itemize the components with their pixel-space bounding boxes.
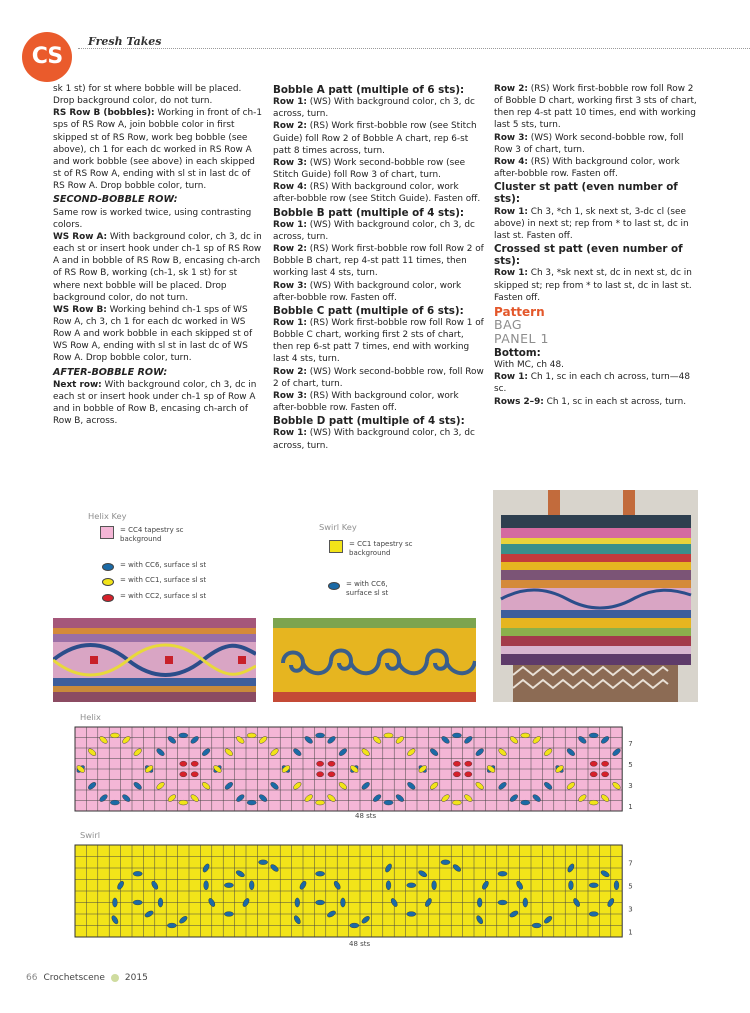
row-label: Row 1: xyxy=(273,219,307,230)
helix-red-stitch xyxy=(453,772,460,777)
instruction-paragraph xyxy=(53,231,263,304)
helix-red-stitch xyxy=(453,761,460,766)
swirl-blue-stitch xyxy=(441,860,450,865)
bag-photo xyxy=(493,490,698,702)
instruction-paragraph xyxy=(494,206,704,242)
instruction-heading: AFTER-BOBBLE ROW: xyxy=(53,366,168,378)
swirl-key-item xyxy=(329,540,439,557)
swirl-blue-stitch xyxy=(204,881,209,890)
helix-yellow-stitch xyxy=(452,800,461,805)
key-label: = with CC1, surface sl st xyxy=(120,576,207,584)
instruction-paragraph xyxy=(273,157,484,181)
swirl-chart-title: Swirl xyxy=(80,830,101,840)
instruction-heading: Bobble B patt (multiple of 4 sts): xyxy=(273,206,465,219)
page-number: 66 xyxy=(26,973,38,983)
instruction-paragraph xyxy=(273,96,484,120)
row-label: Row 1: xyxy=(273,317,307,328)
row-text: (WS) With background color, ch 3, dc across, turn. xyxy=(273,97,475,120)
helix-red-stitch xyxy=(328,772,335,777)
helix-red-stitch xyxy=(191,772,198,777)
swirl-blue-stitch xyxy=(407,883,416,888)
instruction-paragraph xyxy=(273,280,484,304)
row-label: Rows 2–9: xyxy=(494,396,544,407)
helix-key-title: Helix Key xyxy=(88,511,127,521)
instruction-heading: Bottom: xyxy=(494,346,541,359)
instruction-paragraph xyxy=(53,304,263,365)
helix-red-stitch xyxy=(191,761,198,766)
row-number-label: 5 xyxy=(628,882,633,891)
row-label: WS Row B: xyxy=(53,304,107,315)
swatch-oval-icon xyxy=(102,563,114,571)
row-text: (WS) Work second-bobble row, foll Row 3 of chart, turn. xyxy=(494,132,684,155)
swirl-blue-stitch xyxy=(259,860,268,865)
swirl-blue-stitch xyxy=(569,881,574,890)
instruction-paragraph xyxy=(494,83,704,132)
row-number-label: 3 xyxy=(628,781,633,790)
row-label: Row 2: xyxy=(494,84,528,94)
instruction-heading: Pattern xyxy=(494,304,545,319)
cs-logo-badge: CS xyxy=(22,32,72,82)
helix-red-stitch xyxy=(317,772,324,777)
helix-swatch-photo xyxy=(53,618,256,702)
row-text: sk 1 st) for st where bobble will be placed. Drop background color, do not turn. xyxy=(53,84,242,107)
section-title: Fresh Takes xyxy=(88,35,162,48)
row-number-label: 3 xyxy=(628,905,633,914)
text-column-1 xyxy=(53,83,263,427)
instruction-paragraph xyxy=(273,317,484,366)
instruction-paragraph xyxy=(494,396,704,408)
helix-red-stitch xyxy=(328,761,335,766)
instruction-paragraph xyxy=(273,366,484,390)
row-text: (RS) Work first-bobble row foll Row 1 of Bobble C chart, working first 2 sts of chart, then rep 6-st patt 7 times, end with working last 4 sts, turn. xyxy=(273,317,484,365)
instruction-paragraph xyxy=(53,379,263,428)
swatch-square-icon xyxy=(100,526,114,539)
helix-blue-stitch xyxy=(589,733,598,738)
magazine-year: 2015 xyxy=(124,973,148,983)
helix-chart-title: Helix xyxy=(80,712,101,722)
row-text: (RS) Work first-bobble row (see Stitch Guide) foll Row 2 of Bobble A chart, rep 6-st patt 8 times across, turn. xyxy=(273,121,477,156)
row-text: Ch 1, sc in each ch across, turn—48 sc. xyxy=(494,372,690,395)
instruction-paragraph xyxy=(494,359,704,371)
row-text: (WS) With background color, work after-bobble row. Fasten off. xyxy=(273,280,462,303)
key-label: = CC4 tapestry sc background xyxy=(120,526,184,543)
helix-yellow-stitch xyxy=(110,733,119,738)
row-text: Ch 1, sc in each st across, turn. xyxy=(543,396,687,407)
row-text: With background color, ch 3, dc in each st or insert hook under ch-1 sp of RS Row A and in bobble of RS Row B, encasing ch-arch of RS Row B, working (ch-1, sk 1 st) for st where next bobble will be placed. Drop background color, do not turn. xyxy=(53,231,262,303)
row-text: (RS) Work first-bobble row foll Row 2 of Bobble D chart, working first 3 sts of chart, then rep 4-st patt 10 times, end with working last 5 sts, turn. xyxy=(494,84,697,131)
swirl-blue-stitch xyxy=(316,900,325,905)
instruction-paragraph xyxy=(494,156,704,180)
swirl-key-item xyxy=(328,580,406,597)
row-text: Working behind ch-1 sps of WS Row A, ch 3, ch 1 for each dc worked in WS Row A and work bobble in each skipped st of WS Row A, ending with sl st in last dc of WS Row A. Drop bobble color, turn. xyxy=(53,304,253,364)
instruction-heading: Cluster st patt (even number of sts): xyxy=(494,181,678,206)
swirl-blue-stitch xyxy=(341,898,346,907)
row-label: Row 2: xyxy=(273,366,307,377)
magazine-name: Crochetscene xyxy=(43,973,105,983)
page-footer xyxy=(26,973,148,983)
swirl-blue-stitch xyxy=(249,881,254,890)
row-text: (RS) With background color, work after-bobble row (see Stitch Guide). Fasten off. xyxy=(273,182,481,205)
row-label: WS Row A: xyxy=(53,231,108,242)
swirl-blue-stitch xyxy=(407,912,416,917)
swirl-sts-label: 48 sts xyxy=(349,940,371,948)
swirl-swatch-photo xyxy=(273,618,476,702)
helix-red-stitch xyxy=(465,772,472,777)
swirl-blue-stitch xyxy=(295,898,300,907)
helix-red-stitch xyxy=(180,772,187,777)
instruction-paragraph xyxy=(53,107,263,192)
instruction-paragraph xyxy=(273,181,484,205)
key-label: = with CC6, surface sl st xyxy=(120,561,207,569)
row-label: Row 3: xyxy=(273,390,307,401)
row-label: Row 2: xyxy=(273,244,307,255)
swirl-blue-stitch xyxy=(158,898,163,907)
row-text: Ch 3, *ch 1, sk next st, 3-dc cl (see above) in next st; rep from * to last st, dc in last st. Fasten off. xyxy=(494,206,689,241)
swirl-chart xyxy=(70,842,670,940)
swirl-blue-stitch xyxy=(386,881,391,890)
row-number-label: 1 xyxy=(628,928,633,937)
row-label: Row 2: xyxy=(273,121,307,132)
swatch-oval-icon xyxy=(102,578,114,586)
swirl-blue-stitch xyxy=(133,900,142,905)
helix-blue-stitch xyxy=(110,800,119,805)
instruction-paragraph xyxy=(273,390,484,414)
row-number-label: 5 xyxy=(628,760,633,769)
swatch-oval-icon xyxy=(102,594,114,602)
swirl-blue-stitch xyxy=(498,900,507,905)
helix-red-stitch xyxy=(590,772,597,777)
row-text: (WS) Work second-bobble row, foll Row 2 of chart, turn. xyxy=(273,366,484,389)
row-label: Row 1: xyxy=(273,428,307,439)
instruction-paragraph xyxy=(273,120,484,156)
helix-key-item xyxy=(102,561,260,571)
instruction-heading: PANEL 1 xyxy=(494,330,549,346)
swirl-blue-stitch xyxy=(614,881,619,890)
row-label: Row 1: xyxy=(494,372,528,383)
text-column-3 xyxy=(494,83,704,408)
instruction-heading: SECOND-BOBBLE ROW: xyxy=(53,194,178,206)
swirl-blue-stitch xyxy=(350,923,359,928)
row-label: Row 3: xyxy=(273,157,307,168)
row-text: (WS) Work second-bobble row (see Stitch Guide) foll Row 3 of chart, turn. xyxy=(273,157,466,181)
swirl-blue-stitch xyxy=(167,923,176,928)
row-text: Working in front of ch-1 sps of RS Row A, join bobble color in first skipped st of RS Row, work beg bobble (see above), ch 1 for each dc worked in RS Row A and work bobble (see above) in each skipped st of RS Row A, ending with sl st in last dc of RS Row A. Drop bobble color, turn. xyxy=(53,108,262,192)
row-label: Row 1: xyxy=(494,206,528,217)
row-label: Row 1: xyxy=(273,97,307,108)
row-label: Row 3: xyxy=(494,132,528,143)
instruction-paragraph xyxy=(53,83,263,107)
instruction-heading: BAG xyxy=(494,316,523,332)
key-label: = with CC6, surface sl st xyxy=(346,580,389,597)
helix-blue-stitch xyxy=(384,800,393,805)
helix-red-stitch xyxy=(602,761,609,766)
row-text: (RS) With background color, work after-bobble row. Fasten off. xyxy=(494,156,680,180)
row-label: Row 4: xyxy=(494,156,528,167)
helix-yellow-stitch xyxy=(316,800,325,805)
helix-red-stitch xyxy=(180,761,187,766)
helix-key-item xyxy=(102,576,260,586)
row-text: (RS) Work first-bobble row foll Row 2 of Bobble B chart, rep 4-st patt 11 times, then working last 4 sts, turn. xyxy=(273,244,484,279)
header-rule xyxy=(78,48,750,49)
swirl-blue-stitch xyxy=(589,912,598,917)
swirl-blue-stitch xyxy=(589,883,598,888)
row-label: RS Row B (bobbles): xyxy=(53,108,155,119)
instruction-heading: Crossed st patt (even number of sts): xyxy=(494,243,683,268)
instruction-paragraph xyxy=(273,243,484,279)
instruction-paragraph xyxy=(53,207,263,231)
row-number-label: 7 xyxy=(628,859,633,868)
swirl-blue-stitch xyxy=(498,871,507,876)
swirl-blue-stitch xyxy=(532,923,541,928)
row-text: With background color, ch 3, dc in each st or insert hook under ch-1 sp of Row A and in bobble of Row B, encasing ch-arch of Row B, across. xyxy=(53,379,257,427)
helix-yellow-stitch xyxy=(384,733,393,738)
key-label: = with CC2, surface sl st xyxy=(120,592,207,600)
swirl-blue-stitch xyxy=(432,881,437,890)
swirl-blue-stitch xyxy=(224,883,233,888)
helix-key-item xyxy=(102,592,260,602)
row-label: Row 4: xyxy=(273,182,307,193)
helix-chart xyxy=(70,724,670,814)
row-number-label: 1 xyxy=(628,802,633,811)
swatch-oval-icon xyxy=(328,582,340,590)
helix-key-item xyxy=(100,526,210,543)
footer-dot xyxy=(111,974,119,982)
instruction-paragraph xyxy=(273,219,484,243)
helix-sts-label: 48 sts xyxy=(355,812,377,820)
swatch-square-icon xyxy=(329,540,343,553)
row-text: (RS) With background color, work after-bobble row. Fasten off. xyxy=(273,390,459,414)
helix-red-stitch xyxy=(602,772,609,777)
instruction-paragraph xyxy=(494,371,704,395)
helix-blue-stitch xyxy=(521,800,530,805)
swirl-blue-stitch xyxy=(224,912,233,917)
row-text: With MC, ch 48. xyxy=(494,360,564,371)
row-text: Same row is worked twice, using contrasting colors. xyxy=(53,207,252,230)
swirl-key-title: Swirl Key xyxy=(319,522,357,532)
helix-blue-stitch xyxy=(247,800,256,805)
helix-red-stitch xyxy=(590,761,597,766)
row-label: Row 1: xyxy=(494,268,528,279)
helix-red-stitch xyxy=(465,761,472,766)
instruction-paragraph xyxy=(273,427,484,451)
helix-blue-stitch xyxy=(179,733,188,738)
swirl-blue-stitch xyxy=(477,898,482,907)
helix-yellow-stitch xyxy=(179,800,188,805)
instruction-paragraph xyxy=(494,267,704,303)
instruction-heading: Bobble A patt (multiple of 6 sts): xyxy=(273,84,465,96)
helix-yellow-stitch xyxy=(589,800,598,805)
swirl-blue-stitch xyxy=(133,871,142,876)
swirl-blue-stitch xyxy=(523,898,528,907)
swirl-blue-stitch xyxy=(316,871,325,876)
helix-blue-stitch xyxy=(316,733,325,738)
row-label: Row 3: xyxy=(273,280,307,291)
row-text: (WS) With background color, ch 3, dc across, turn. xyxy=(273,428,475,451)
helix-yellow-stitch xyxy=(247,733,256,738)
key-label: = CC1 tapestry sc background xyxy=(349,540,413,557)
helix-blue-stitch xyxy=(452,733,461,738)
helix-yellow-stitch xyxy=(521,733,530,738)
row-text: Ch 3, *sk next st, dc in next st, dc in skipped st; rep from * to last st, dc in last st. Fasten off. xyxy=(494,268,692,303)
instruction-heading: Bobble D patt (multiple of 4 sts): xyxy=(273,415,465,428)
helix-red-stitch xyxy=(317,761,324,766)
text-column-2 xyxy=(273,83,484,452)
instruction-heading: Bobble C patt (multiple of 6 sts): xyxy=(273,304,464,317)
row-text: (WS) With background color, ch 3, dc across, turn. xyxy=(273,219,475,242)
swirl-blue-stitch xyxy=(113,898,118,907)
row-label: Next row: xyxy=(53,379,102,390)
instruction-paragraph xyxy=(494,132,704,156)
row-number-label: 7 xyxy=(628,739,633,748)
